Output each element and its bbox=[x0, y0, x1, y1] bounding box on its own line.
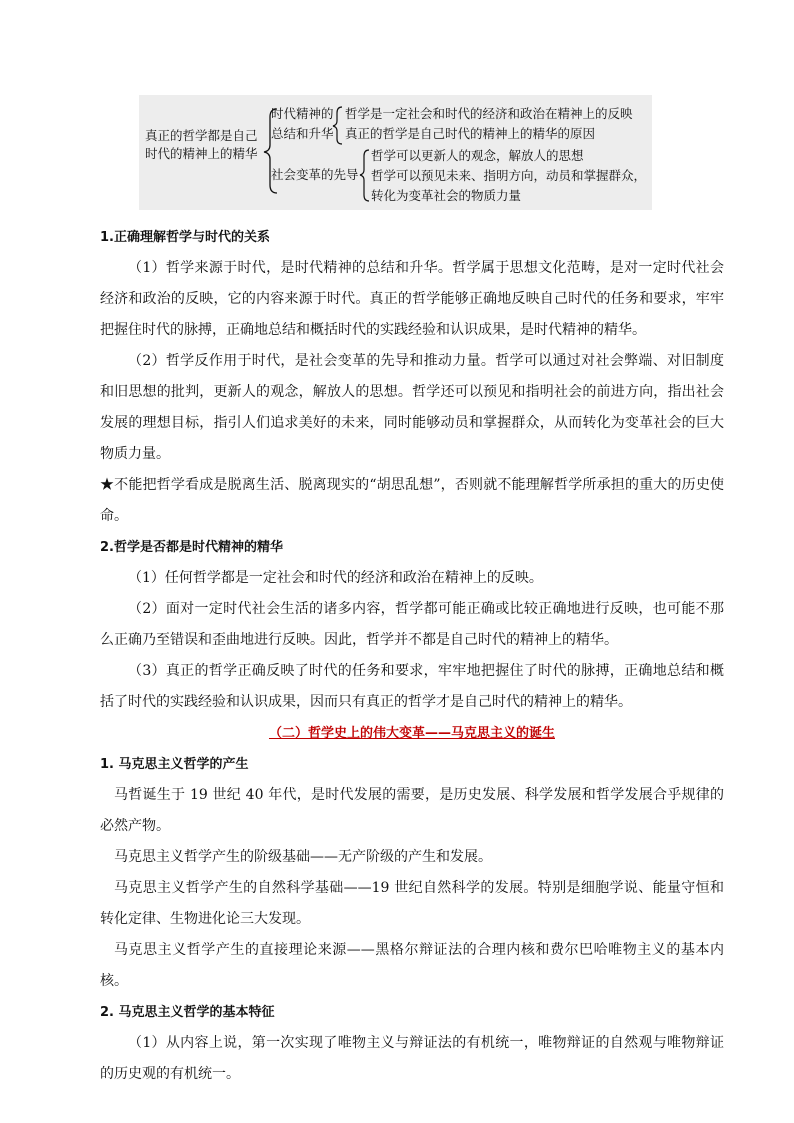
note-paragraph: ★不能把哲学看成是脱离生活、脱离现实的“胡思乱想”，否则就不能理解哲学所承担的重大的历史使命。 bbox=[100, 477, 724, 524]
section-title: （二）哲学史上的伟大变革——马克思主义的诞生 bbox=[268, 726, 555, 741]
paragraph: （1）从内容上说，第一次实现了唯物主义与辩证法的有机统一，唯物辩证的自然观与唯物辩证的历史观的有机统一。 bbox=[100, 1035, 724, 1082]
paragraph: （3）真正的哲学正确反映了时代的任务和要求，牢牢地把握住了时代的脉搏，正确地总结和概括了时代的实践经验和认识成果，因而只有真正的哲学才是自己时代的精神上的精华。 bbox=[100, 663, 724, 710]
heading: 2.哲学是否都是时代精神的精华 bbox=[100, 540, 283, 555]
diagram-leaf: 真正的哲学是自己时代的精神上的精华的原因 bbox=[345, 126, 596, 141]
paragraph: 马克思主义哲学产生的直接理论来源——黑格尔辩证法的合理内核和费尔巴哈唯物主义的基本内核。 bbox=[100, 942, 724, 989]
paragraph: 马克思主义哲学产生的自然科学基础——19 世纪自然科学的发展。特别是细胞学说、能量守恒和转化定律、生物进化论三大发现。 bbox=[100, 880, 724, 927]
diagram-leaf: 哲学可以更新人的观念，解放人的思想 bbox=[371, 148, 584, 163]
paragraph: 马克思主义哲学产生的阶级基础——无产阶级的产生和发展。 bbox=[114, 849, 492, 865]
heading: 2. 马克思主义哲学的基本特征 bbox=[100, 1005, 275, 1020]
paragraph: （1）哲学来源于时代，是时代精神的总结和升华。哲学属于思想文化范畴，是对一定时代社会经济和政治的反映，它的内容来源于时代。真正的哲学能够正确地反映自己时代的任务和要求，牢牢把握住时代的脉搏，正确地总结和概括时代的实践经验和认识成果，是时代精神的精华。 bbox=[100, 260, 724, 338]
diagram-branch2: 社会变革的先导 bbox=[271, 167, 359, 182]
diagram-branch1-line2: 总结和升华 bbox=[271, 126, 334, 141]
heading: 1.正确理解哲学与时代的关系 bbox=[100, 230, 270, 245]
concept-diagram bbox=[139, 95, 652, 210]
paragraph: （2）面对一定时代社会生活的诸多内容，哲学都可能正确或比较正确地进行反映，也可能不那么正确乃至错误和歪曲地进行反映。因此，哲学并不都是自己时代的精神上的精华。 bbox=[100, 601, 724, 648]
diagram-root-line1: 真正的哲学都是自己 bbox=[145, 128, 258, 143]
diagram-leaf: 哲学可以预见未来、指明方向，动员和掌握群众， bbox=[371, 168, 647, 183]
paragraph: 马哲诞生于 19 世纪 40 年代，是时代发展的需要，是历史发展、科学发展和哲学发展合乎规律的必然产物。 bbox=[100, 787, 724, 834]
diagram-leaf: 哲学是一定社会和时代的经济和政治在精神上的反映 bbox=[345, 106, 633, 121]
paragraph: （2）哲学反作用于时代，是社会变革的先导和推动力量。哲学可以通过对社会弊端、对旧制度和旧思想的批判，更新人的观念，解放人的思想。哲学还可以预见和指明社会的前进方向，指出社会发展的理想目标，指引人们追求美好的未来，同时能够动员和掌握群众，从而转化为变革社会的巨大物质力量。 bbox=[100, 353, 724, 462]
paragraph: （1）任何哲学都是一定社会和时代的经济和政治在精神上的反映。 bbox=[128, 570, 543, 586]
heading: 1. 马克思主义哲学的产生 bbox=[100, 757, 249, 772]
document-body bbox=[100, 222, 724, 1090]
diagram-leaf: 转化为变革社会的物质力量 bbox=[371, 188, 522, 203]
diagram-root-line2: 时代的精神上的精华 bbox=[145, 146, 258, 161]
diagram-branch1-line1: 时代精神的 bbox=[271, 106, 334, 121]
